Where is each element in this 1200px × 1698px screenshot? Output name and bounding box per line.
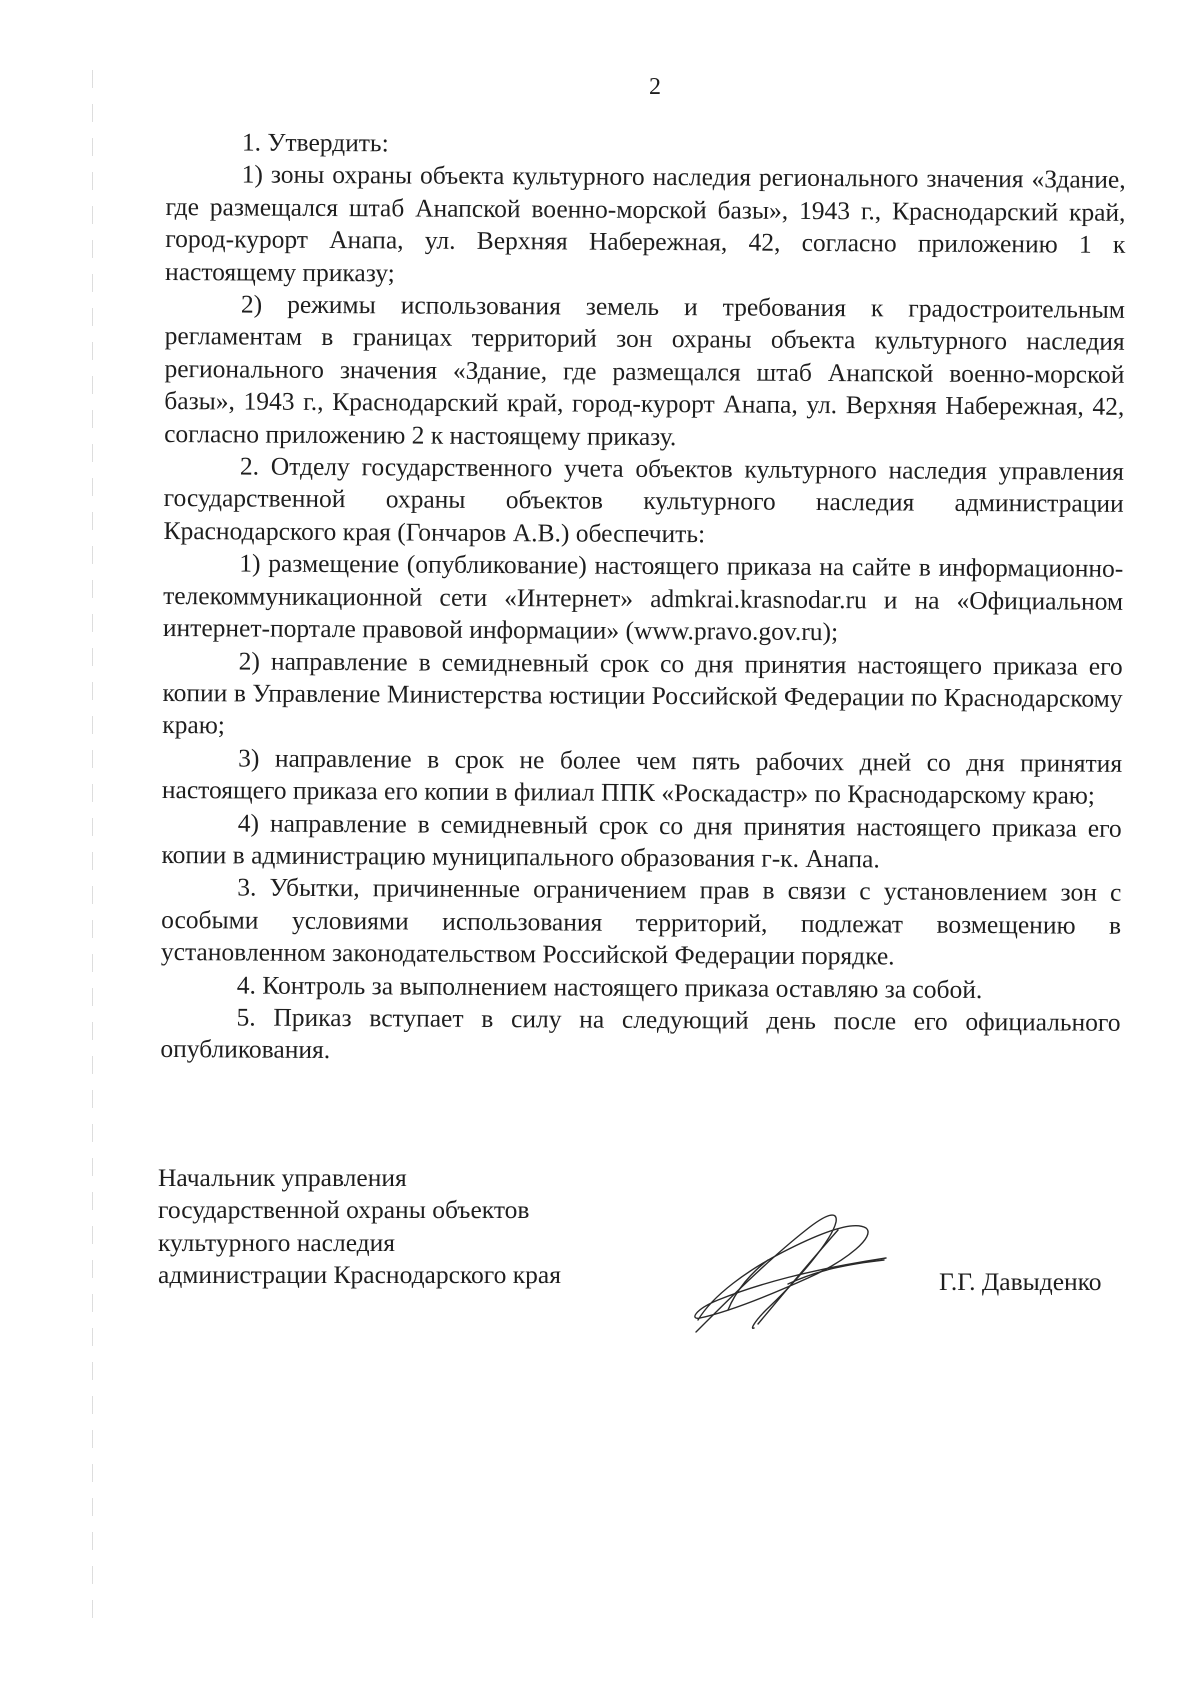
paragraph-department-item-1: 1) размещение (опубликование) настоящего приказа на сайте в информационно-телекоммуникационной сети «Интернет» admkrai.krasnodar.ru и на «Официальном интернет-портале правовой информации» (www.pravo.gov.ru); [162, 548, 1124, 647]
paragraph-approve-item-2: 2) режимы использования земель и требования к градостроительным регламентам в границах территорий зон охраны объекта культурного наследия регионального значения «Здание, где размещался штаб Анапской военно-морской базы», 1943 г., Краснодарский край, город-курорт Анапа, ул. Верхняя Набережная, 42, согласно приложению 2 к настоящему приказу. [164, 289, 1125, 451]
paragraph-losses: 3. Убытки, причиненные ограничением прав в связи с установлением зон с особыми условиями использования территорий, подлежат возмещению в установленном законодательством Российской Федерации порядке. [160, 872, 1122, 971]
order-body [160, 126, 1126, 1072]
position-line: культурного наследия [158, 1227, 396, 1257]
paragraph-approve: 1. Утвердить: [241, 127, 389, 158]
paragraph-department-item-4: 4) направление в семидневный срок со дня принятия настоящего приказа его копии в администрацию муниципального образования г-к. Анапа. [161, 807, 1122, 874]
position-line: государственной охраны объектов [158, 1195, 530, 1225]
paragraph-approve-item-1: 1) зоны охраны объекта культурного наследия регионального значения «Здание, где размещался штаб Анапской военно-морской базы», 1943 г., Краснодарский край, город-курорт Анапа, ул. Верхняя Набережная, 42, согласно приложению 1 к настоящему приказу; [165, 159, 1126, 288]
signatory-name: Г.Г. Давыденко [939, 1267, 1102, 1296]
paragraph-control: 4. Контроль за выполнением настоящего приказа оставляю за собой. [236, 970, 983, 1004]
paragraph-department-item-3: 3) направление в срок не более чем пять рабочих дней со дня принятия настоящего приказа его копии в филиал ППК «Роскадастр» по Краснодарскому краю; [161, 743, 1123, 810]
paragraph-department: 2. Отделу государственного учета объектов культурного наследия управления государственной охраны объектов культурного наследия администрации Краснодарского края (Гончаров А.В.) обеспечить: [163, 451, 1124, 549]
scan-border-line [92, 70, 93, 1630]
position-line: администрации Краснодарского края [158, 1260, 561, 1290]
paragraph-effective: 5. Приказ вступает в силу на следующий день после его официального опубликования. [160, 1002, 1121, 1065]
handwritten-signature [688, 1200, 888, 1345]
signature-block [158, 1162, 1138, 1362]
paragraph-department-item-2: 2) направление в семидневный срок со дня принятия настоящего приказа его копии в Управление Министерства юстиции Российской Федерации по Краснодарскому краю; [162, 645, 1123, 740]
page-number: 2 [649, 74, 661, 100]
position-line: Начальник управления [158, 1163, 407, 1192]
signatory-position [158, 1162, 658, 1292]
